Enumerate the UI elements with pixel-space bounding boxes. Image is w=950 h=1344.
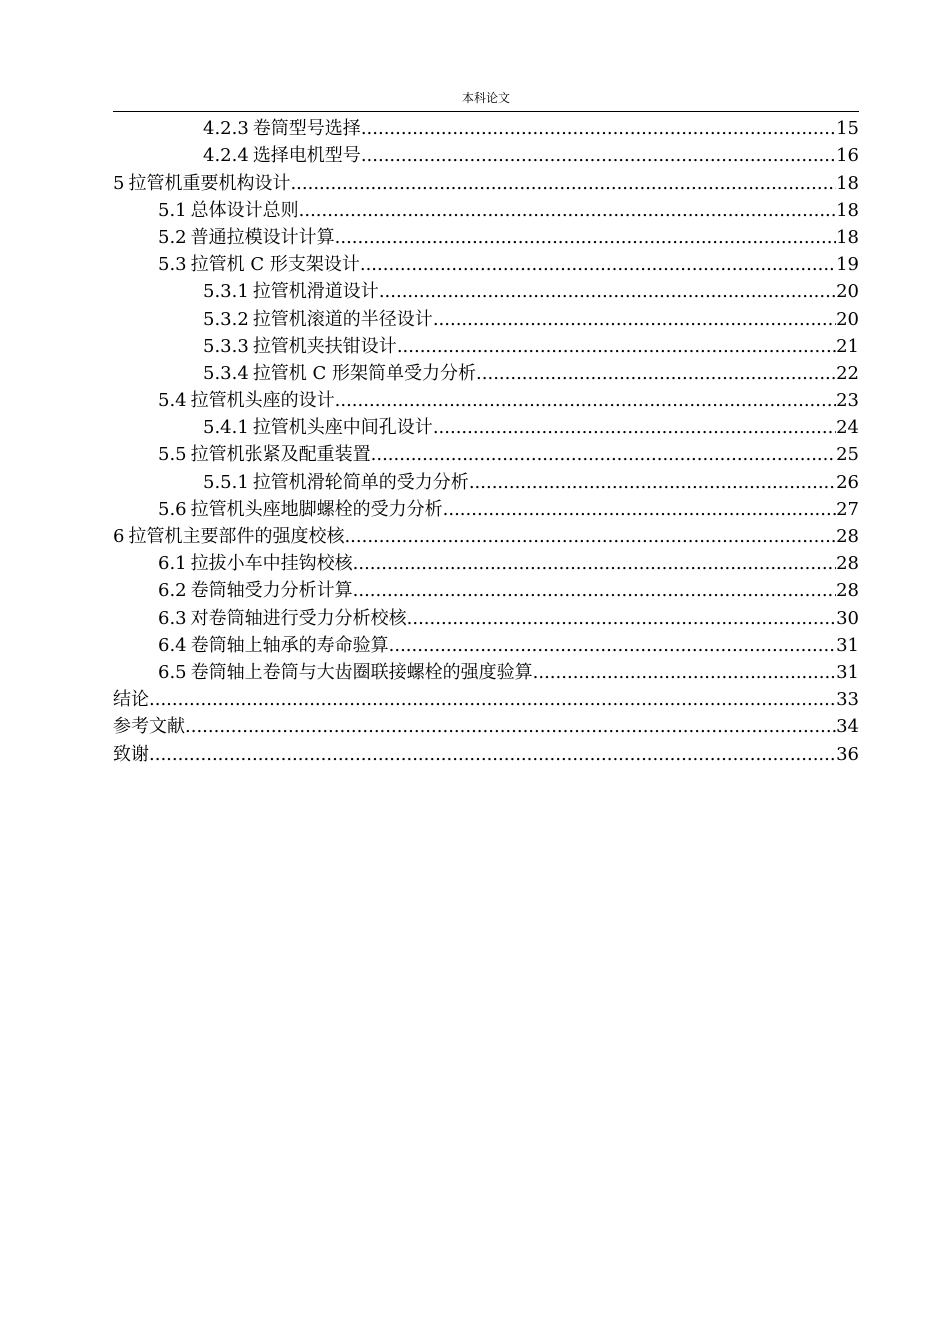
toc-entry-page: 28 [836,553,859,575]
toc-entry-title: 拉管机重要机构设计 [128,172,291,194]
toc-entry-number: 6.4 [158,634,187,656]
toc-entry-title: 拉管机滚道的半径设计 [252,308,433,330]
toc-entry-number: 6.2 [158,580,187,602]
toc-entry[interactable] [113,169,859,196]
toc-entry[interactable] [113,632,859,659]
toc-entry[interactable] [113,142,859,169]
toc-entry-number: 5.2 [158,226,187,248]
toc-dot-leader [185,713,836,740]
toc-dot-leader [379,278,836,305]
toc-entry[interactable] [113,740,859,767]
toc-dot-leader [353,577,836,604]
toc-dot-leader [360,251,836,278]
toc-entry-title: 卷筒轴上轴承的寿命验算 [190,634,389,656]
toc-entry-title: 拉管机头座的设计 [190,390,335,412]
toc-entry-title: 卷筒轴受力分析计算 [190,580,353,602]
toc-entry-page: 27 [836,498,859,520]
toc-entry[interactable] [113,278,859,305]
toc-entry-page: 23 [836,390,859,412]
toc-entry-title: 参考文献 [113,716,185,738]
toc-entry-number: 6.5 [158,661,187,683]
toc-dot-leader [443,496,836,523]
toc-entry-page: 25 [836,444,859,466]
toc-entry-number: 6.1 [158,553,187,575]
toc-dot-leader [407,605,836,632]
toc-entry-title: 拉管机 C 形支架设计 [190,254,360,276]
toc-dot-leader [149,741,836,768]
toc-entry-page: 20 [836,281,859,303]
toc-entry-title: 拉拔小车中挂钩校核 [190,553,353,575]
toc-entry-number: 4.2.4 [203,145,249,167]
toc-entry-number: 4.2.3 [203,118,249,140]
toc-entry[interactable] [113,523,859,550]
toc-dot-leader [353,550,836,577]
toc-entry-number: 5.4.1 [203,417,249,439]
toc-entry-title: 普通拉模设计计算 [190,226,335,248]
toc-entry-number: 5.3.4 [203,362,249,384]
toc-entry[interactable] [113,468,859,495]
toc-entry-title: 选择电机型号 [252,145,361,167]
toc-entry-title: 致谢 [113,743,149,765]
toc-entry-number: 5.1 [158,199,187,221]
toc-entry-title: 对卷筒轴进行受力分析校核 [190,607,407,629]
header-divider [113,111,859,112]
toc-dot-leader [433,306,836,333]
toc-entry-title: 总体设计总则 [190,199,299,221]
toc-entry-number: 5.3.1 [203,281,249,303]
toc-entry-page: 33 [836,689,859,711]
toc-entry-page: 28 [836,580,859,602]
toc-dot-leader [361,115,836,142]
toc-dot-leader [397,333,836,360]
toc-entry-page: 24 [836,417,859,439]
toc-entry-page: 31 [836,661,859,683]
toc-entry-title: 卷筒型号选择 [252,118,361,140]
toc-entry-title: 卷筒轴上卷筒与大齿圈联接螺栓的强度验算 [190,661,533,683]
toc-entry[interactable] [113,305,859,332]
toc-dot-leader [290,170,836,197]
toc-entry-title: 结论 [113,689,149,711]
toc-entry-title: 拉管机夹扶钳设计 [252,335,397,357]
toc-entry-page: 16 [836,145,859,167]
toc-entry[interactable] [113,414,859,441]
toc-entry-number: 5.3.3 [203,335,249,357]
toc-entry-number: 5.6 [158,498,187,520]
toc-entry-page: 34 [836,716,859,738]
toc-entry-page: 36 [836,743,859,765]
toc-dot-leader [335,387,836,414]
toc-entry-page: 20 [836,308,859,330]
toc-entry-title: 拉管机 C 形架简单受力分析 [252,362,477,384]
toc-entry-number: 5.3 [158,254,187,276]
toc-entry-number: 5.4 [158,390,187,412]
toc-entry-number: 5 [113,172,125,194]
toc-entry[interactable] [113,496,859,523]
toc-entry[interactable] [113,713,859,740]
table-of-contents [113,115,859,768]
toc-entry[interactable] [113,441,859,468]
toc-dot-leader [335,224,836,251]
toc-entry[interactable] [113,604,859,631]
toc-entry-page: 30 [836,607,859,629]
toc-entry-title: 拉管机头座中间孔设计 [252,417,433,439]
toc-entry[interactable] [113,115,859,142]
toc-entry-page: 15 [836,118,859,140]
toc-dot-leader [344,523,836,550]
toc-entry-title: 拉管机张紧及配重装置 [190,444,371,466]
toc-entry[interactable] [113,550,859,577]
toc-entry-page: 22 [836,362,859,384]
toc-dot-leader [389,632,836,659]
toc-dot-leader [361,142,836,169]
toc-entry-page: 31 [836,634,859,656]
toc-entry-page: 18 [836,199,859,221]
toc-entry-title: 拉管机主要部件的强度校核 [128,526,345,547]
toc-entry-number: 5.5 [158,444,187,466]
toc-entry-page: 26 [836,471,859,493]
toc-entry-title: 拉管机滑轮简单的受力分析 [252,471,469,493]
toc-entry[interactable] [113,197,859,224]
toc-dot-leader [149,686,836,713]
toc-entry-number: 6.3 [158,607,187,629]
toc-dot-leader [533,659,836,686]
toc-entry[interactable] [113,577,859,604]
toc-entry[interactable] [113,387,859,414]
toc-entry[interactable] [113,224,859,251]
toc-dot-leader [469,469,836,496]
page-header: 本科论文 [461,91,510,105]
toc-dot-leader [433,414,836,441]
toc-entry-number: 5.3.2 [203,308,249,330]
toc-entry-number: 6 [113,526,125,547]
toc-entry-number: 5.5.1 [203,471,249,493]
toc-entry-page: 19 [836,254,859,276]
toc-dot-leader [299,197,836,224]
toc-entry-page: 18 [836,226,859,248]
toc-entry-title: 拉管机头座地脚螺栓的受力分析 [190,498,443,520]
toc-dot-leader [371,441,836,468]
toc-entry[interactable] [113,686,859,713]
toc-entry-page: 21 [836,335,859,357]
toc-entry[interactable] [113,659,859,686]
toc-entry-page: 28 [836,526,859,547]
toc-dot-leader [476,360,836,387]
toc-entry[interactable] [113,251,859,278]
toc-entry[interactable] [113,333,859,360]
toc-entry[interactable] [113,360,859,387]
toc-entry-title: 拉管机滑道设计 [252,281,379,303]
toc-entry-page: 18 [836,172,859,194]
